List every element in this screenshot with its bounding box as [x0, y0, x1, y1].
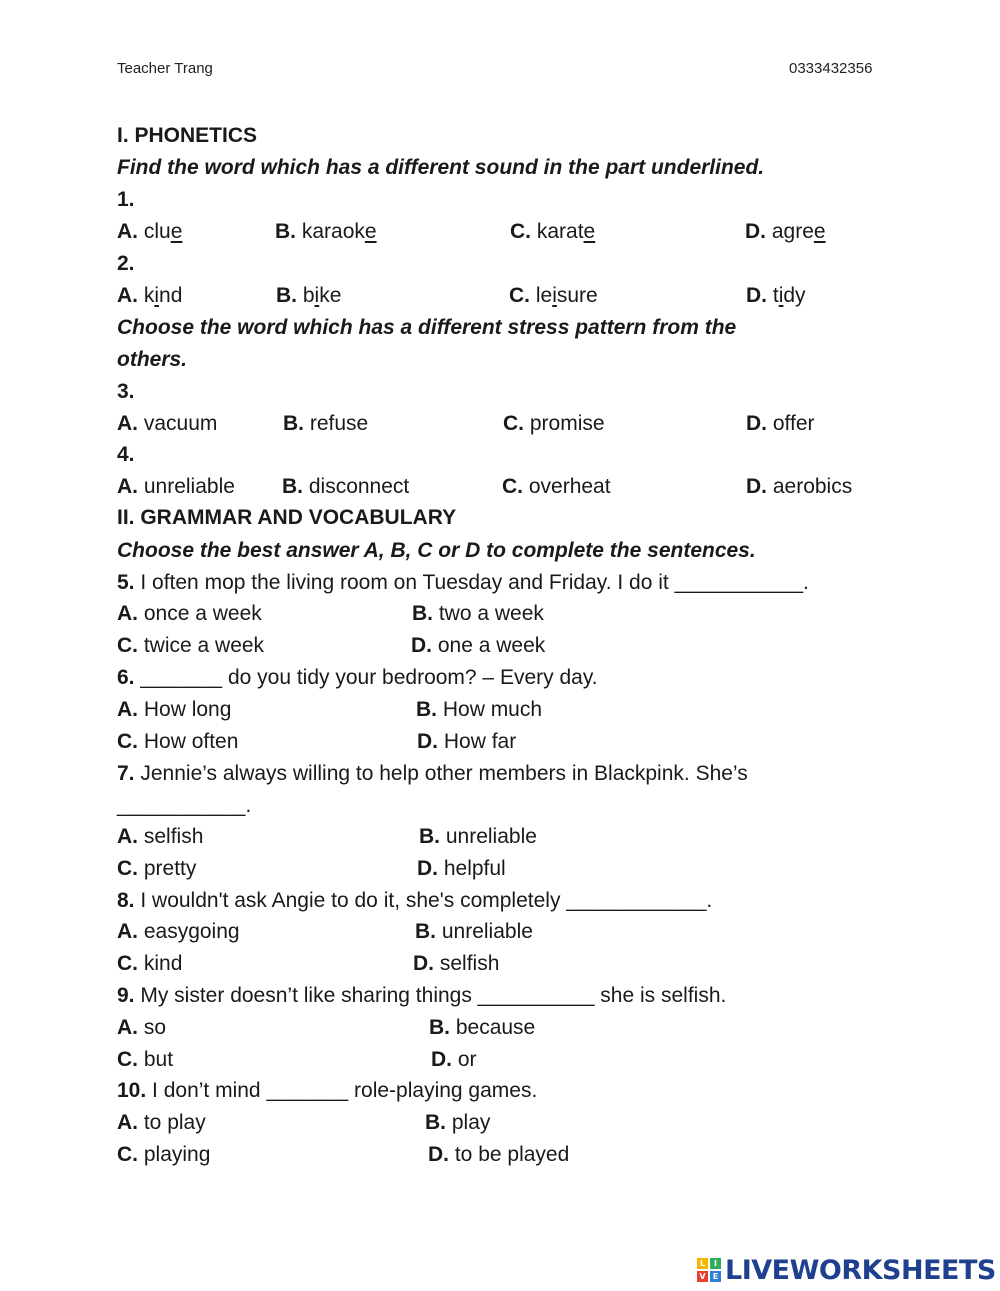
q10-option-d[interactable]: D. to be played: [428, 1143, 570, 1166]
question-10: 10. I don’t mind _______ role-playing games.: [117, 1079, 538, 1102]
q3-option-d[interactable]: D. offer: [746, 412, 815, 435]
question-2-number: 2.: [117, 252, 135, 275]
q6-option-b[interactable]: B. How much: [416, 698, 543, 721]
q1-option-d[interactable]: D. agree: [745, 220, 826, 243]
q9-option-d[interactable]: D. or: [431, 1048, 477, 1071]
instruction-stress-line1: Choose the word which has a different stress pattern from the: [117, 316, 737, 339]
q5-option-a[interactable]: A. once a week: [117, 602, 262, 625]
header-phone-number: 0333432356: [789, 60, 873, 77]
logo-mark-tile: E: [710, 1271, 721, 1282]
q4-option-c[interactable]: C. overheat: [502, 475, 611, 498]
q4-option-a[interactable]: A. unreliable: [117, 475, 235, 498]
q7-option-a[interactable]: A. selfish: [117, 825, 204, 848]
liveworksheets-mark-icon: [697, 1258, 721, 1282]
q5-option-c[interactable]: C. twice a week: [117, 634, 265, 657]
question-7-blank: ___________.: [117, 794, 252, 817]
question-1-number: 1.: [117, 188, 135, 211]
instruction-grammar: Choose the best answer A, B, C or D to complete the sentences.: [117, 539, 756, 562]
q2-option-b[interactable]: B. bike: [276, 284, 342, 307]
q3-option-b[interactable]: B. refuse: [283, 412, 369, 435]
q5-option-b[interactable]: B. two a week: [412, 602, 544, 625]
q2-option-c[interactable]: C. leisure: [509, 284, 598, 307]
q5-option-d[interactable]: D. one a week: [411, 634, 546, 657]
q2-option-d[interactable]: D. tidy: [746, 284, 806, 307]
instruction-sound: Find the word which has a different sound in the part underlined.: [117, 156, 765, 179]
question-5: 5. I often mop the living room on Tuesday and Friday. I do it ___________.: [117, 571, 809, 594]
q2-option-a[interactable]: A. kind: [117, 284, 183, 307]
liveworksheets-wordmark: LIVEWORKSHEETS: [725, 1254, 996, 1286]
q7-option-c[interactable]: C. pretty: [117, 857, 197, 880]
q10-option-a[interactable]: A. to play: [117, 1111, 206, 1134]
question-3-number: 3.: [117, 380, 135, 403]
section-grammar-title: II. GRAMMAR AND VOCABULARY: [117, 506, 457, 529]
q8-option-a[interactable]: A. easygoing: [117, 920, 240, 943]
section-phonetics-title: I. PHONETICS: [117, 124, 258, 147]
q7-option-b[interactable]: B. unreliable: [419, 825, 537, 848]
instruction-stress-line2: others.: [117, 348, 188, 371]
q4-option-d[interactable]: D. aerobics: [746, 475, 853, 498]
q9-option-a[interactable]: A. so: [117, 1016, 167, 1039]
q3-option-c[interactable]: C. promise: [503, 412, 605, 435]
q9-option-b[interactable]: B. because: [429, 1016, 536, 1039]
q9-option-c[interactable]: C. but: [117, 1048, 174, 1071]
q1-option-a[interactable]: A. clue: [117, 220, 183, 243]
q6-option-d[interactable]: D. How far: [417, 730, 517, 753]
q1-option-c[interactable]: C. karate: [510, 220, 596, 243]
q10-option-c[interactable]: C. playing: [117, 1143, 211, 1166]
q10-option-b[interactable]: B. play: [425, 1111, 491, 1134]
q1-option-b[interactable]: B. karaoke: [275, 220, 377, 243]
logo-mark-tile: V: [697, 1271, 708, 1282]
question-9: 9. My sister doesn’t like sharing things __________ she is selfish.: [117, 984, 727, 1007]
q3-option-a[interactable]: A. vacuum: [117, 412, 218, 435]
logo-mark-tile: L: [697, 1258, 708, 1269]
question-4-number: 4.: [117, 443, 135, 466]
question-7: 7. Jennie’s always willing to help other members in Blackpink. She’s: [117, 762, 748, 785]
q8-option-b[interactable]: B. unreliable: [415, 920, 533, 943]
logo-mark-tile: I: [710, 1258, 721, 1269]
q6-option-a[interactable]: A. How long: [117, 698, 232, 721]
liveworksheets-logo: [697, 1253, 996, 1287]
q8-option-d[interactable]: D. selfish: [413, 952, 500, 975]
q4-option-b[interactable]: B. disconnect: [282, 475, 410, 498]
question-8: 8. I wouldn't ask Angie to do it, she's completely ____________.: [117, 889, 713, 912]
header-teacher-name: Teacher Trang: [117, 60, 213, 77]
q7-option-d[interactable]: D. helpful: [417, 857, 506, 880]
q8-option-c[interactable]: C. kind: [117, 952, 183, 975]
question-6: 6. _______ do you tidy your bedroom? – Every day.: [117, 666, 598, 689]
q6-option-c[interactable]: C. How often: [117, 730, 239, 753]
